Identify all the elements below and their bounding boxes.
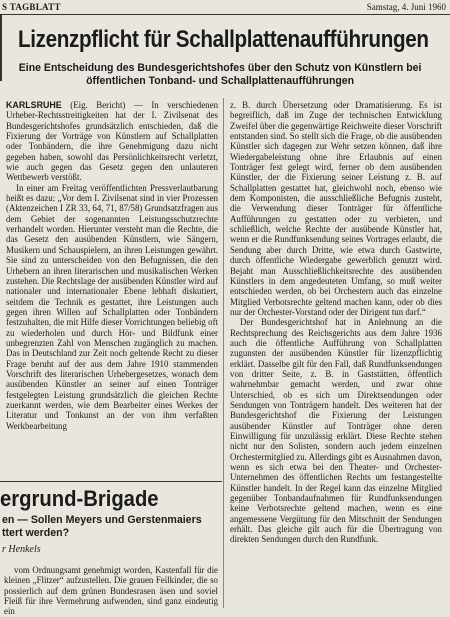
issue-date: Samstag, 4. Juni 1960 bbox=[366, 2, 446, 12]
masthead bbox=[0, 0, 450, 15]
second-article-byline bbox=[2, 544, 212, 556]
byline-prefix: r bbox=[2, 544, 9, 555]
article-column-left bbox=[6, 100, 218, 480]
article-subhead bbox=[18, 62, 422, 88]
article-paragraph: z. B. durch Übersetzung oder Dramatisierung. Es ist begreiflich, daß im Zuge der technischen Entwicklung Zweifel über die gegenwärtige Reichweite dieser Vorschrift entstanden sind. So stellt sich die Frage, ob die ausübenden Künstler sich dagegen zur Wehr setzen können, daß ihre Wiedergabeleistung ohne ihre Erlaubnis auf einen Tonträger fest gelegt wird, ferner ob dem ausübenden Künstler, der die Fixierung seiner Leistung z. B. auf Schallplatten gestattet hat, gleichwohl noch, ebenso wie dem Komponisten, die ausschließliche Befugnis zusteht, die Verwendung dieser Tonträger für öffentliche Aufführungen zu gestatten oder zu verbieten, und schließlich, welche Rechte der ausübende Künstler hat, wenn er die Rundfunksendung seines Vortrages erlaubt, die Sendung aber durch Dritte, wie etwa durch Gastwirte, durch öffentliche Wiedergabe gewerblich genutzt wird. Bejaht man Ausschließlichkeitsrechte des ausübenden Künstlers in dem angedeuteten Umfang, so muß weiter entschieden werden, ob bei Orchestern auch das einzelne Mitglied Verbotsrechte geltend machen kann, oder ob dies nur der Orchester-Vorstand oder der Dirigent tun darf.“ bbox=[230, 100, 442, 317]
article-paragraph: Der Bundesgerichtshof hat in Anlehnung an die Rechtsprechung des Reichsgerichts aus dem Jahre 1936 auch die öffentliche Aufführung von Schallplatten zugunsten der ausübenden Künstler für lizenzpflichtig erklärt. Dasselbe gilt für den Fall, daß Rundfunksendungen von dritter Seite, z. B. in Gaststätten, öffentlich wahrnehmbar gemacht werden, und zwar ohne Unterschied, ob es sich um Direktsendungen oder Sendungen von Tonträgern handelt. Des weiteren hat der Bundesgerichtshof die Fixierung der Leistungen ausübender Künstler auf Tonträger ohne deren Einwilligung für unzulässig erklärt. Diese Rechte stehen nicht nur den Solisten, sondern auch jedem einzelnen Orchestermitglied zu. Allerdings gibt es Ausnahmen davon, wenn es sich etwa bei den Theater- und Orchester-Unternehmen des öffentlichen Rechts um festangestellte Künstler handelt. In der Regel kann das einzelne Mitglied gegenüber Tonbandaufnahmen für Rundfunksendungen keine Verbotsrechte geltend machen, wenn es eine angemessene Vergütung für den Mitschnitt der Sendungen erhält. Das gleiche gilt auch für die Übertragung von direkten Sendungen durch den Rundfunk. bbox=[230, 317, 442, 545]
article-paragraph: In einer am Freitag veröffentlichten Pressverlautbarung heißt es dazu: „Vor dem I. Zivilsenat sind in vier Prozessen (Aktenzeichen I ZR 33, 64, 71, 87/58) Grundsatzfragen aus dem Gebiet der sogenannten Leistungsschutzrechte verhandelt worden. Hierunter versteht man die Rechte, die das Gesetz den ausübenden Künstlern, wie Sängern, Musikern und Schauspielern, an ihren Leistungen gewährt. Sie sind zu unterscheiden von den Befugnissen, die den Urhebern an ihren literarischen und musikalischen Werken zustehen. Die Rechtslage der ausübenden Künstler wird auf nationaler und internationaler Ebene lebhaft diskutiert, seitdem die Technik es gestattet, ihre Leistungen auch gegen ihren Willen auf Schallplatten oder Tonbändern festzuhalten, die mit Hilfe dieser Vorrichtungen beliebig oft zu wiederholen und durch Hör- und Bildfunk einer unbegrenzten Zahl von Menschen zugänglich zu machen. Das in Deutschland zur Zeit noch geltende Recht zu dieser Frage beruht auf der aus dem Jahre 1910 stammenden Vorschrift des literarischen Urhebergesetzes, wonach dem ausübenden Künstler an seiner auf einen Tonträger festgelegten Leistung grundsätzlich die gleichen Rechte zuerkannt werden, wie dem Bearbeiter eines Werkes der Literatur und Tonkunst an der von ihm verfaßten Werkbearbeitung bbox=[6, 182, 218, 431]
article-headline: Lizenzpflicht für Schallplattenaufführungen bbox=[18, 26, 429, 53]
article-column-right bbox=[230, 100, 442, 610]
newspaper-name: S TAGBLATT bbox=[2, 2, 61, 12]
article-subhead-line: öffentlichen Tonband- und Schallplattenaufführungen bbox=[86, 75, 355, 87]
second-article-paragraph: vom Ordnungsamt genehmigt worden, Kastenfall für die kleinen „Flitzer“ aufzustellen. Die grauen Feilkinder, die so possierlich auf dem grünen Bundesrasen äsen und soviel Fleiß für ihre Vermehrung aufwenden, sind ganz eindeutig ein bbox=[4, 565, 218, 617]
second-article-subhead bbox=[2, 514, 224, 540]
second-article-body bbox=[4, 565, 218, 617]
section-rule bbox=[0, 481, 222, 482]
second-article-headline: ergrund-Brigade bbox=[0, 486, 159, 511]
dateline: KARLSRUHE bbox=[6, 100, 62, 110]
headline-side-rule bbox=[0, 15, 2, 81]
second-article-subhead-line: en — Sollen Meyers und Gerstenmaiers bbox=[2, 514, 202, 526]
dateline-source: (Eig. Bericht) bbox=[61, 100, 134, 110]
paragraph-text: — In verschiedenen Urheber-Rechtsstreitigkeiten hat der I. Zivilsenat des Bundesgerichtshofes grundsätzlich entschieden, daß die Fixierung der Vorträge von Künstlern auf Schallplatten oder Tonbändern, die ihre Genehmigung dazu nicht gegeben haben, sowohl das Persönlichkeitsrecht verletzt, wie auch gegen das Gesetz gegen den unlauteren Wettbewerb verstößt. bbox=[6, 100, 219, 183]
byline-author: Henkels bbox=[8, 544, 41, 555]
second-article-subhead-line: ttert werden? bbox=[2, 527, 70, 539]
article-paragraph bbox=[6, 100, 218, 183]
article-subhead-line: Eine Entscheidung des Bundesgerichtshofes über den Schutz von Künstlern bei bbox=[18, 62, 422, 74]
